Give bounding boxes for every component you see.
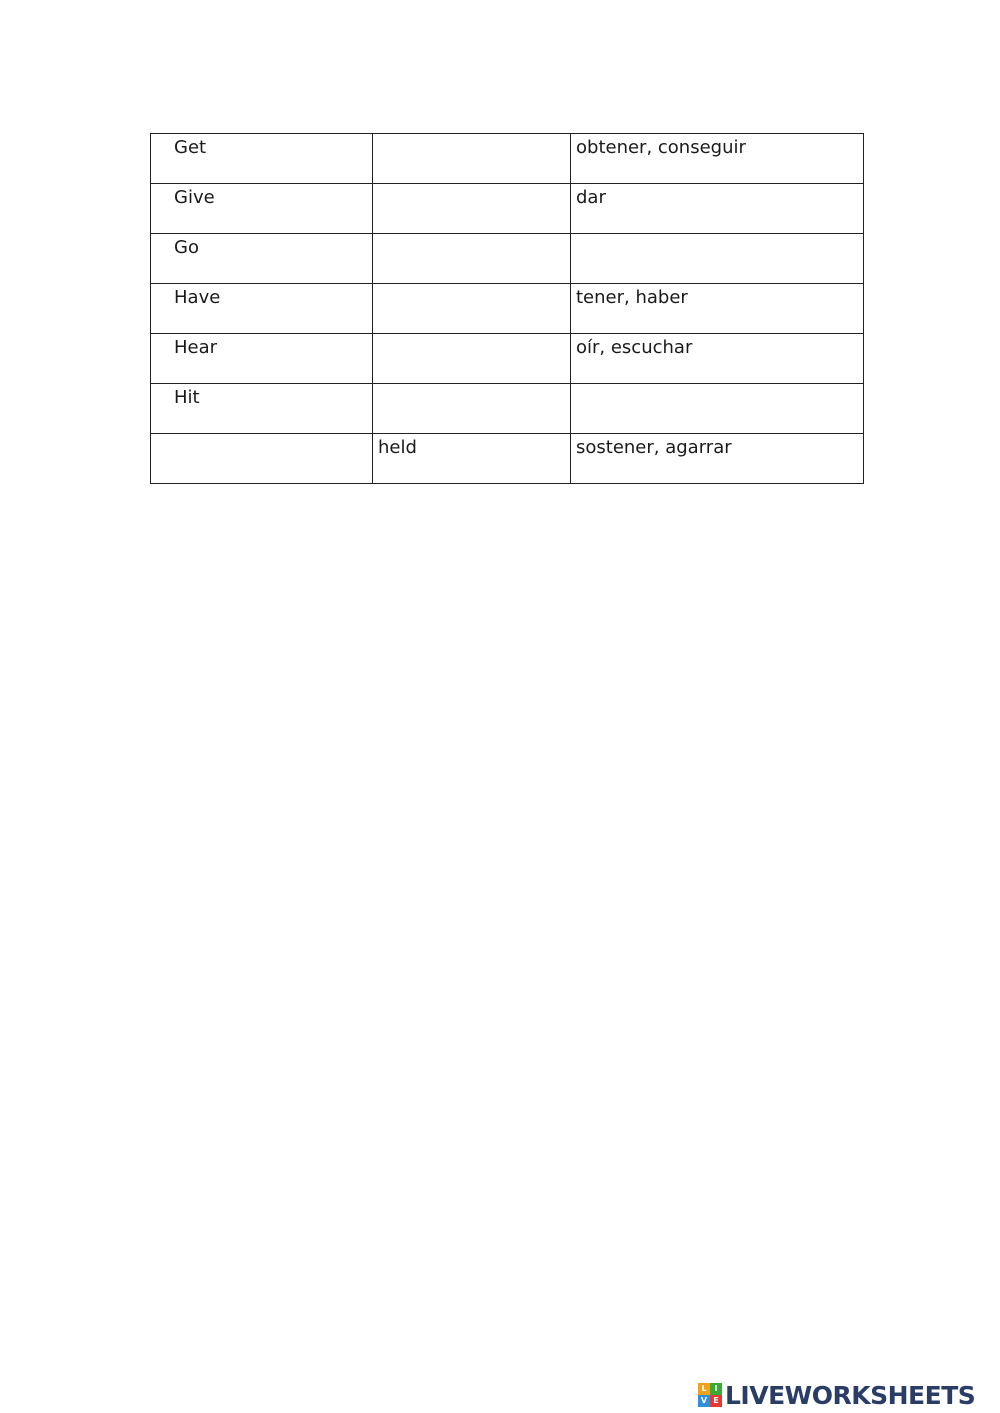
meaning-cell: obtener, conseguir — [571, 134, 864, 184]
meaning-cell[interactable] — [571, 384, 864, 434]
meaning-cell: oír, escuchar — [571, 334, 864, 384]
meaning-cell: tener, haber — [571, 284, 864, 334]
past-form-cell[interactable] — [373, 384, 571, 434]
base-form-cell: Hear — [151, 334, 373, 384]
past-form-cell[interactable] — [373, 234, 571, 284]
table-row — [151, 334, 864, 384]
table-row — [151, 134, 864, 184]
past-form-cell[interactable] — [373, 284, 571, 334]
meaning-cell: dar — [571, 184, 864, 234]
logo-tile-l: L — [698, 1383, 710, 1395]
meaning-cell[interactable] — [571, 234, 864, 284]
table-row — [151, 284, 864, 334]
base-form-cell: Hit — [151, 384, 373, 434]
logo-tile-i: I — [710, 1383, 722, 1395]
base-form-cell[interactable] — [151, 434, 373, 484]
base-form-cell: Have — [151, 284, 373, 334]
table-row — [151, 234, 864, 284]
table-row — [151, 184, 864, 234]
past-form-cell[interactable] — [373, 184, 571, 234]
past-form-cell: held — [373, 434, 571, 484]
base-form-cell: Get — [151, 134, 373, 184]
base-form-cell: Give — [151, 184, 373, 234]
logo-tile-v: V — [698, 1395, 710, 1407]
past-form-cell[interactable] — [373, 334, 571, 384]
brand-wordmark: LIVEWORKSHEETS — [725, 1380, 976, 1410]
meaning-cell: sostener, agarrar — [571, 434, 864, 484]
logo-tile-e: E — [710, 1395, 722, 1407]
table-row — [151, 434, 864, 484]
past-form-cell[interactable] — [373, 134, 571, 184]
verb-table — [150, 133, 864, 484]
liveworksheets-logo-icon — [698, 1383, 722, 1407]
base-form-cell: Go — [151, 234, 373, 284]
table-row — [151, 384, 864, 434]
liveworksheets-brand — [698, 1380, 975, 1410]
